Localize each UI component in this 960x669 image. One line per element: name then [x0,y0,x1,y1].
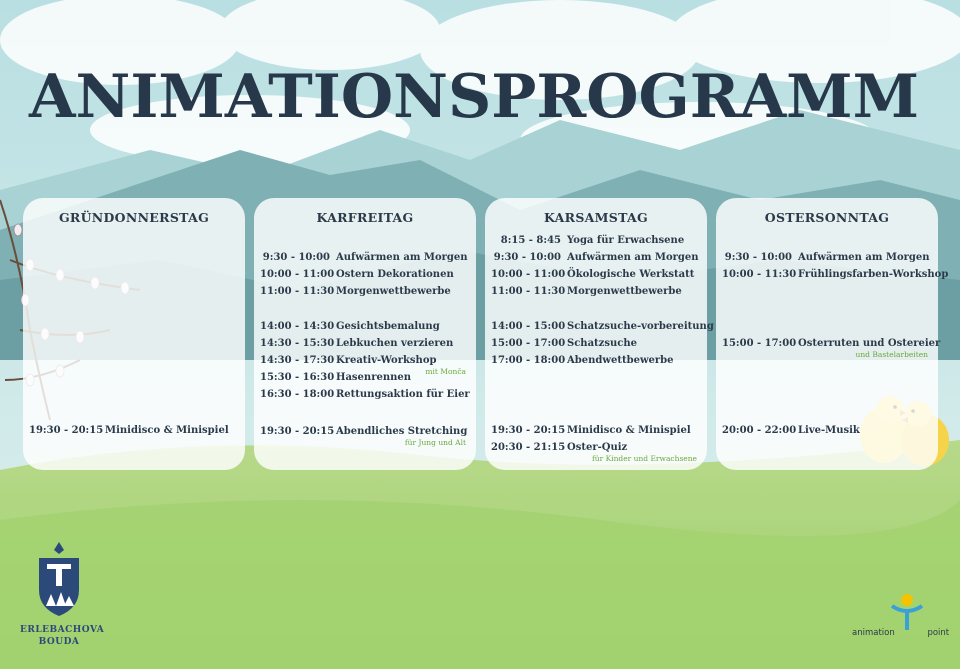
event-time: 11:00 - 11:30 [491,286,566,297]
event-time: 15:30 - 16:30 [260,372,335,383]
event-activity: Osterruten und Ostereier [798,338,941,349]
schedule-row [29,425,229,436]
schedule-row [491,338,637,349]
event-activity: Oster-Quiz [567,442,628,453]
erlebachova-bouda-logo [20,540,105,648]
schedule-row [491,286,682,297]
event-time: 15:00 - 17:00 [722,338,797,349]
day-card [485,198,714,470]
event-time: 15:00 - 17:00 [491,338,566,349]
event-activity: Minidisco & Minispiel [105,425,229,436]
event-time: 8:15 - 8:45 [500,235,561,246]
event-activity: Schatzsuche [567,338,637,349]
event-time: 10:00 - 11:00 [491,269,566,280]
schedule-row [491,235,684,246]
event-time: 14:00 - 15:00 [491,321,566,332]
schedule-row [260,252,468,263]
day-title: OSTERSONNTAG [764,210,890,225]
day-title: GRÜNDONNERSTAG [58,210,210,225]
logo-name-line2: BOUDA [38,637,80,647]
event-time: 17:00 - 18:00 [491,355,566,366]
event-note: für Kinder und Erwachsene [592,454,697,463]
event-time: 20:30 - 21:15 [491,442,566,453]
schedule-row [722,269,948,280]
event-time: 14:00 - 14:30 [260,321,335,332]
coat-of-arms-icon [34,540,84,620]
event-time: 9:30 - 10:00 [493,252,561,263]
schedule-row [722,338,940,349]
event-activity: Yoga für Erwachsene [567,235,685,246]
event-time: 16:30 - 18:00 [260,389,335,400]
event-activity: Lebkuchen verzieren [336,338,454,349]
day-title: KARFREITAG [316,210,414,225]
event-activity: Gesichtsbemalung [336,321,440,332]
logo-word-point: point [927,628,950,638]
event-activity: Live-Musik [798,425,860,436]
logo-name-line1: ERLEBACHOVA [20,625,105,635]
event-activity: Rettungsaktion für Eier [336,389,470,400]
event-activity: Abendwettbewerbe [567,355,674,366]
event-time: 9:30 - 10:00 [262,252,330,263]
event-activity: Kreativ-Workshop [336,355,437,366]
event-activity: Hasenrennen [336,372,411,383]
schedule-row [260,389,470,400]
schedule-row [260,426,467,437]
schedule-row [491,442,627,453]
event-time: 20:00 - 22:00 [722,425,797,436]
schedule-row [491,355,674,366]
event-activity: Schatzsuche-vorbereitung [567,321,714,332]
schedule-row [491,321,714,332]
schedule-row [260,321,440,332]
event-activity: Ostern Dekorationen [336,269,454,280]
event-time: 10:00 - 11:00 [260,269,335,280]
schedule-row [722,425,860,436]
event-time: 19:30 - 20:15 [491,425,566,436]
schedule-row [491,269,694,280]
event-activity: Aufwärmen am Morgen [567,252,699,263]
event-time: 10:00 - 11:30 [722,269,797,280]
event-activity: Aufwärmen am Morgen [336,252,468,263]
schedule-row [260,372,411,383]
event-note: und Bastelarbeiten [855,350,928,359]
event-time: 9:30 - 10:00 [724,252,792,263]
event-time: 19:30 - 20:15 [260,426,335,437]
event-note: für Jung und Alt [404,438,466,447]
event-activity: Morgenwettbewerbe [336,286,451,297]
schedule-row [491,425,691,436]
schedule-row [260,338,453,349]
event-activity: Abendliches Stretching [336,426,468,437]
event-note: mit Monča [425,367,466,376]
event-activity: Minidisco & Minispiel [567,425,691,436]
event-activity: Frühlingsfarben-Workshop [798,269,949,280]
event-activity: Morgenwettbewerbe [567,286,682,297]
event-activity: Aufwärmen am Morgen [798,252,930,263]
event-time: 19:30 - 20:15 [29,425,104,436]
schedule-row [260,355,436,366]
event-time: 14:30 - 17:30 [260,355,335,366]
page-title: ANIMATIONSPROGRAMM [28,62,920,132]
day-card [716,198,949,470]
event-activity: Ökologische Werkstatt [567,269,695,280]
day-card [23,198,245,470]
event-time: 14:30 - 15:30 [260,338,335,349]
schedule-row [260,269,454,280]
schedule-row [491,252,699,263]
schedule-row [260,286,451,297]
day-title: KARSAMSTAG [543,210,649,225]
event-time: 11:00 - 11:30 [260,286,335,297]
logo-word-animation: animation [852,628,895,638]
animation-point-icon [882,592,942,632]
day-card [254,198,476,470]
animation-point-text [852,628,949,638]
schedule-row [722,252,930,263]
